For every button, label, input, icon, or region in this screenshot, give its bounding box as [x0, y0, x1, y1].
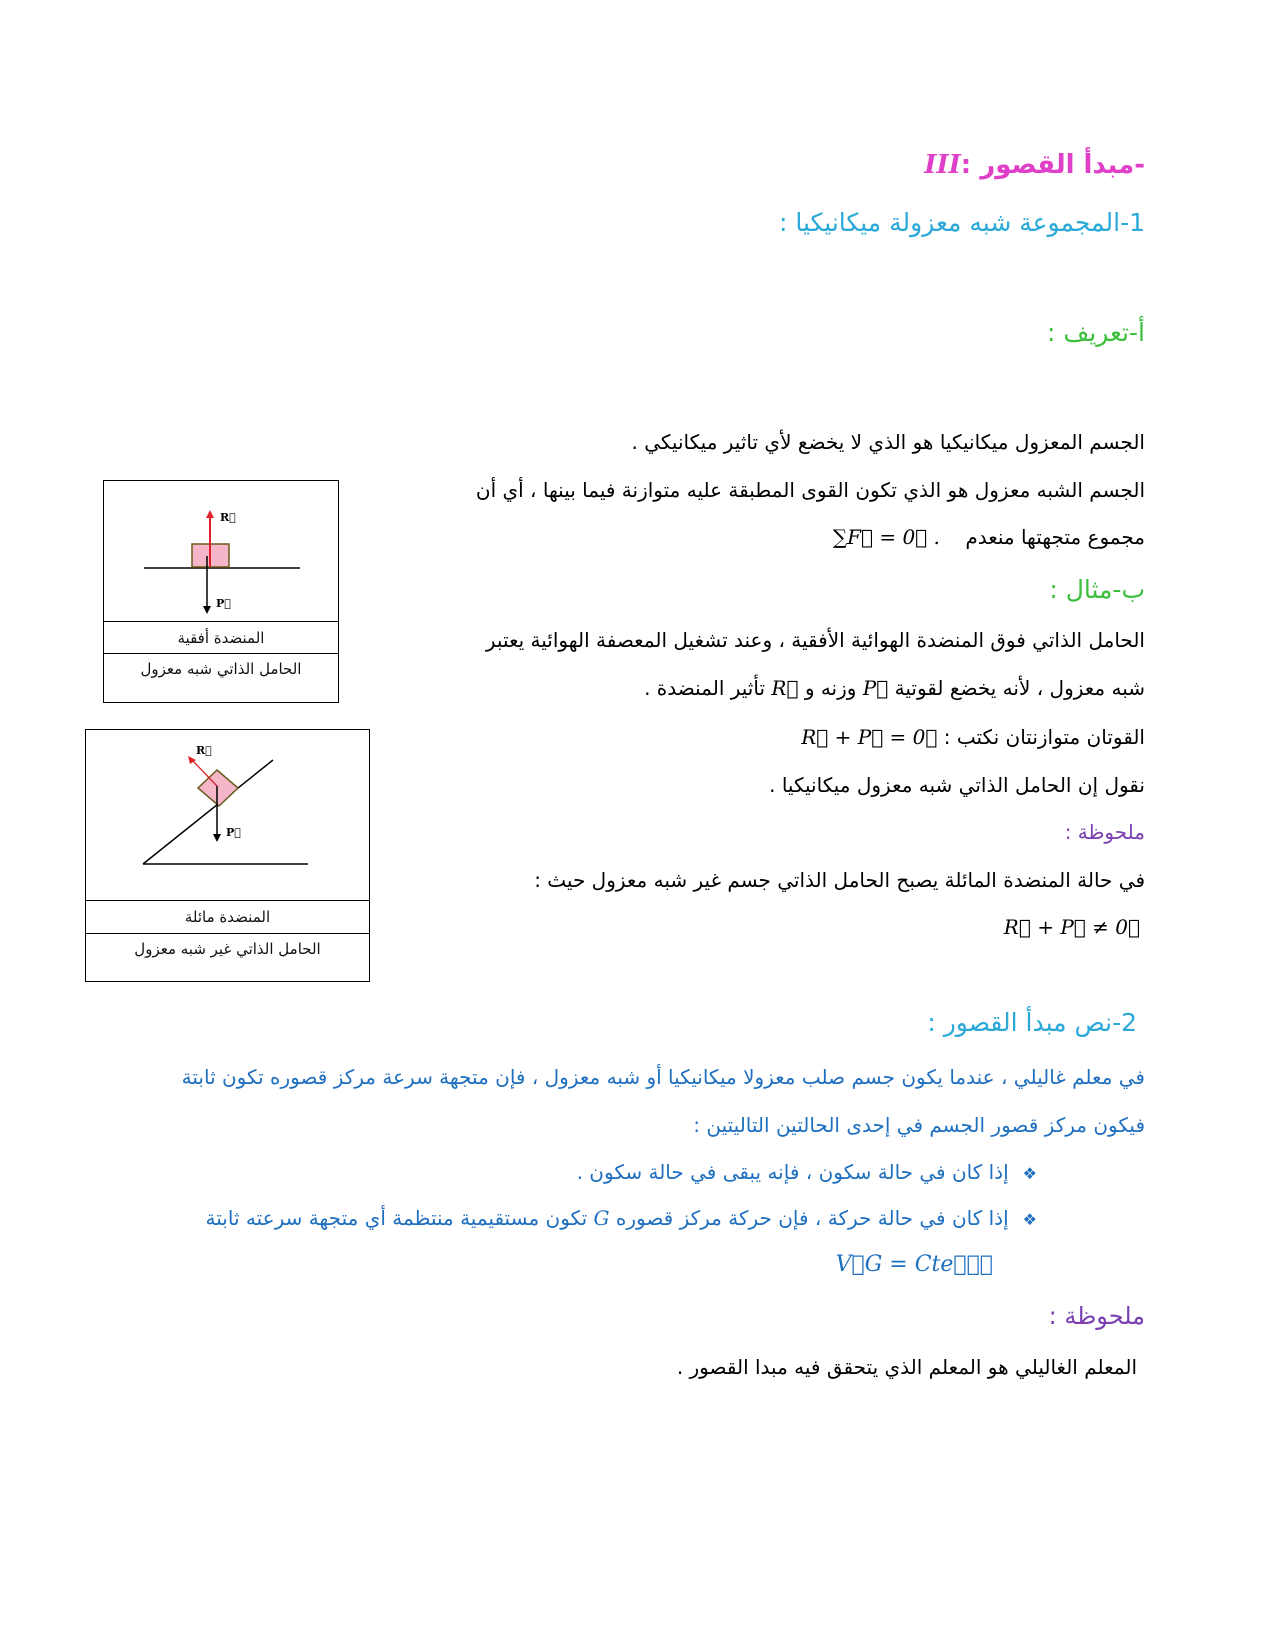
- weight-arrow-head: [203, 606, 211, 614]
- figure-horizontal-table: [103, 480, 339, 703]
- definition-line-3: [833, 525, 1145, 549]
- bullet-1-icon: ❖: [1022, 1164, 1037, 1183]
- constant-velocity-formula: V⃗G = Cte⃗⃗⃗: [835, 1252, 993, 1277]
- section-heading: [924, 150, 1145, 180]
- incline-line: [143, 760, 273, 864]
- section-title: -مبدأ القصور :: [960, 150, 1145, 180]
- bullet-2-icon: ❖: [1022, 1210, 1037, 1229]
- example-note-title: ملحوظة :: [1064, 820, 1145, 844]
- example-note-line: في حالة المنضدة المائلة يصبح الحامل الذاتي جسم غير شبه معزول حيث :: [534, 868, 1145, 892]
- definition-line-3-text: مجموع متجهتها منعدم: [965, 525, 1145, 549]
- sum-forces-formula: ∑F⃗ = 0⃗ .: [832, 525, 940, 549]
- fig2-label-p: P⃗: [226, 826, 241, 839]
- fig2-caption-2: الحامل الذاتي غير شبه معزول: [86, 933, 369, 981]
- non-equilibrium-formula: R⃗ + P⃗ ≠ 0⃗: [1003, 915, 1140, 939]
- example-line-3-text: القوتان متوازنتان نكتب :: [943, 725, 1145, 749]
- fig1-caption-2: الحامل الذاتي شبه معزول: [104, 653, 338, 702]
- fig1-caption-1: المنضدة أفقية: [104, 621, 338, 654]
- figure-inclined-table: [85, 729, 370, 982]
- fig2-caption-1: المنضدة مائلة: [86, 900, 369, 934]
- inclined-table-diagram: [86, 730, 369, 900]
- inertia-center-symbol: G: [593, 1206, 610, 1230]
- definition-line-2: الجسم الشبه معزول هو الذي تكون القوى المطبقة عليه متوازنة فيما بينها ، أي أن: [475, 478, 1145, 502]
- reaction-arrow-head: [206, 510, 214, 518]
- example-line-3: [801, 725, 1145, 749]
- principle-bullet-1: [577, 1160, 1037, 1184]
- final-note-line: المعلم الغاليلي هو المعلم الذي يتحقق فيه مبدا القصور .: [676, 1355, 1137, 1379]
- definition-line-1: الجسم المعزول ميكانيكيا هو الذي لا يخضع لأي تاثير ميكانيكي .: [631, 430, 1145, 454]
- final-note-title: ملحوظة :: [1048, 1302, 1145, 1330]
- horizontal-table-diagram: [104, 481, 338, 621]
- principle-line-2: فيكون مركز قصور الجسم في إحدى الحالتين التاليتين :: [693, 1113, 1145, 1137]
- bullet-2-text-b: تكون مستقيمية منتظمة أي متجهة سرعته ثابتة: [205, 1206, 588, 1230]
- fig1-label-p: P⃗: [216, 597, 231, 610]
- bullet-1-text: إذا كان في حالة سكون ، فإنه يبقى في حالة سكون .: [576, 1160, 1009, 1184]
- bullet-2-text-a: إذا كان في حالة حركة ، فإن حركة مركز قصوره: [615, 1206, 1009, 1230]
- principle-bullet-2: [206, 1206, 1037, 1230]
- section-roman-numeral: III: [924, 150, 961, 180]
- inclined-weight-arrow-head: [213, 834, 221, 842]
- subsection-2-title: 2-نص مبدأ القصور :: [927, 1008, 1137, 1037]
- fig1-label-r: R⃗: [220, 511, 236, 524]
- inclined-puck-box: [198, 770, 238, 806]
- example-line-2-part-a: شبه معزول ، لأنه يخضع لقوتية: [894, 676, 1145, 700]
- reaction-vector-symbol: R⃗: [771, 676, 799, 700]
- example-line-1: الحامل الذاتي فوق المنضدة الهوائية الأفقية ، وعند تشغيل المعصفة الهوائية يعتبر: [485, 628, 1145, 652]
- subsection-1-title: 1-المجموعة شبه معزولة ميكانيكيا :: [778, 208, 1145, 237]
- example-line-2-part-c: تأثير المنضدة .: [644, 676, 766, 700]
- definition-title: أ-تعريف :: [1047, 318, 1145, 347]
- example-line-4: نقول إن الحامل الذاتي شبه معزول ميكانيكيا .: [769, 773, 1145, 797]
- fig2-label-r: R⃗: [196, 744, 212, 757]
- principle-line-1: في معلم غاليلي ، عندما يكون جسم صلب معزولا ميكانيكيا أو شبه معزول ، فإن متجهة سرعة مركز قصوره تكون ثابتة: [181, 1065, 1145, 1089]
- equilibrium-formula: R⃗ + P⃗ = 0⃗: [801, 725, 938, 749]
- example-line-2: [644, 676, 1145, 700]
- weight-vector-symbol: P⃗: [862, 676, 889, 700]
- example-line-2-part-b: وزنه و: [804, 676, 857, 700]
- example-title: ب-مثال :: [1049, 575, 1145, 604]
